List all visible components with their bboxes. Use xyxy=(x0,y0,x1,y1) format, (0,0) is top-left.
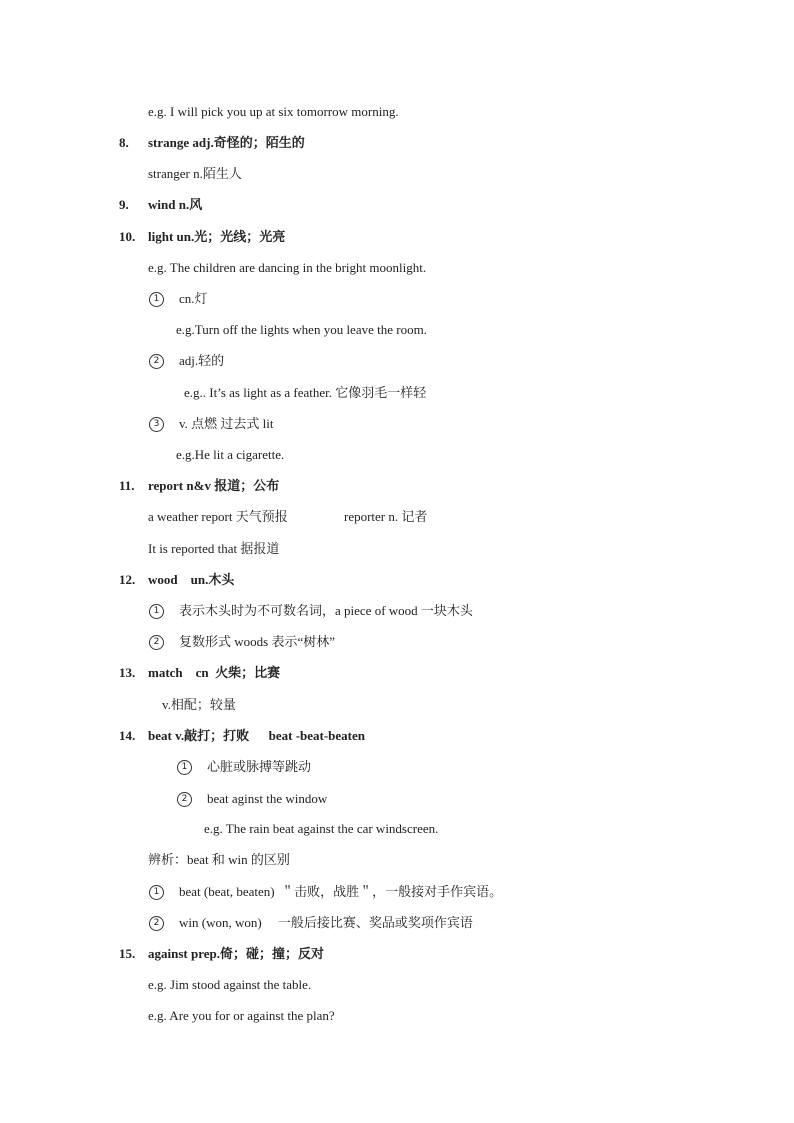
item-number: 12. xyxy=(119,572,136,587)
derivative-line: stranger n.陌生人 xyxy=(148,166,242,181)
example-line: e.g.. It’s as light as a feather. 它像羽毛一样轻 xyxy=(184,385,427,400)
example-line: e.g.Turn off the lights when you leave the room. xyxy=(176,322,427,337)
circled-number-marker: 1 xyxy=(149,292,164,307)
vocab-heading: strange adj.奇怪的；陌生的 xyxy=(148,135,305,150)
circled-number-marker: 2 xyxy=(149,635,164,650)
circled-number-marker: 2 xyxy=(149,916,164,931)
sense-line: 表示木头时为不可数名词，a piece of wood 一块木头 xyxy=(179,603,473,618)
phrase-line: It is reported that 据报道 xyxy=(148,541,280,556)
phrase-line: reporter n. 记者 xyxy=(344,509,428,524)
example-line: e.g. The children are dancing in the bright moonlight. xyxy=(148,260,427,275)
circled-number-marker: 1 xyxy=(149,885,164,900)
item-number: 15. xyxy=(119,946,136,961)
sense-line: v. 点燃 过去式 lit xyxy=(179,416,274,431)
item-number: 9. xyxy=(119,197,129,212)
circled-number-marker: 1 xyxy=(149,604,164,619)
circled-number-marker: 2 xyxy=(149,354,164,369)
vocab-heading: beat v.敲打；打败 beat -beat-beaten xyxy=(148,728,366,743)
sense-line: 复数形式 woods 表示“树林” xyxy=(179,634,335,649)
circled-number-marker: 2 xyxy=(177,792,192,807)
circled-number-marker: 3 xyxy=(149,417,164,432)
vocab-heading: wood un.木头 xyxy=(148,572,235,587)
circled-number-marker: 1 xyxy=(177,760,192,775)
item-number: 8. xyxy=(119,135,129,150)
sense-line: v.相配；较量 xyxy=(162,697,236,712)
example-line: e.g.He lit a cigarette. xyxy=(176,447,285,462)
sense-line: beat aginst the window xyxy=(207,791,328,806)
example-line: e.g. The rain beat against the car windscreen. xyxy=(204,821,439,836)
sense-line: win (won, won) 一般后接比赛、奖品或奖项作宾语 xyxy=(179,915,473,930)
example-line: e.g. Jim stood against the table. xyxy=(148,977,312,992)
item-number: 10. xyxy=(119,229,136,244)
vocab-heading: against prep.倚；碰；撞；反对 xyxy=(148,946,324,961)
item-number: 14. xyxy=(119,728,136,743)
vocab-heading: wind n.风 xyxy=(148,197,203,212)
vocab-heading: match cn 火柴；比赛 xyxy=(148,665,281,680)
sense-line: beat (beat, beaten) ＂击败，战胜＂，一般接对手作宾语。 xyxy=(179,884,503,899)
phrase-line: a weather report 天气预报 xyxy=(148,509,288,524)
vocab-heading: light un.光；光线；光亮 xyxy=(148,229,286,244)
sense-line: adj.轻的 xyxy=(179,353,225,368)
comparison-heading: 辨析：beat 和 win 的区别 xyxy=(148,852,290,867)
item-number: 13. xyxy=(119,665,136,680)
sense-line: cn.灯 xyxy=(179,291,208,306)
item-number: 11. xyxy=(119,478,135,493)
vocab-heading: report n&v 报道；公布 xyxy=(148,478,280,493)
example-line: e.g. I will pick you up at six tomorrow morning. xyxy=(148,104,399,119)
sense-line: 心脏或脉搏等跳动 xyxy=(207,759,312,774)
example-line: e.g. Are you for or against the plan? xyxy=(148,1008,335,1023)
